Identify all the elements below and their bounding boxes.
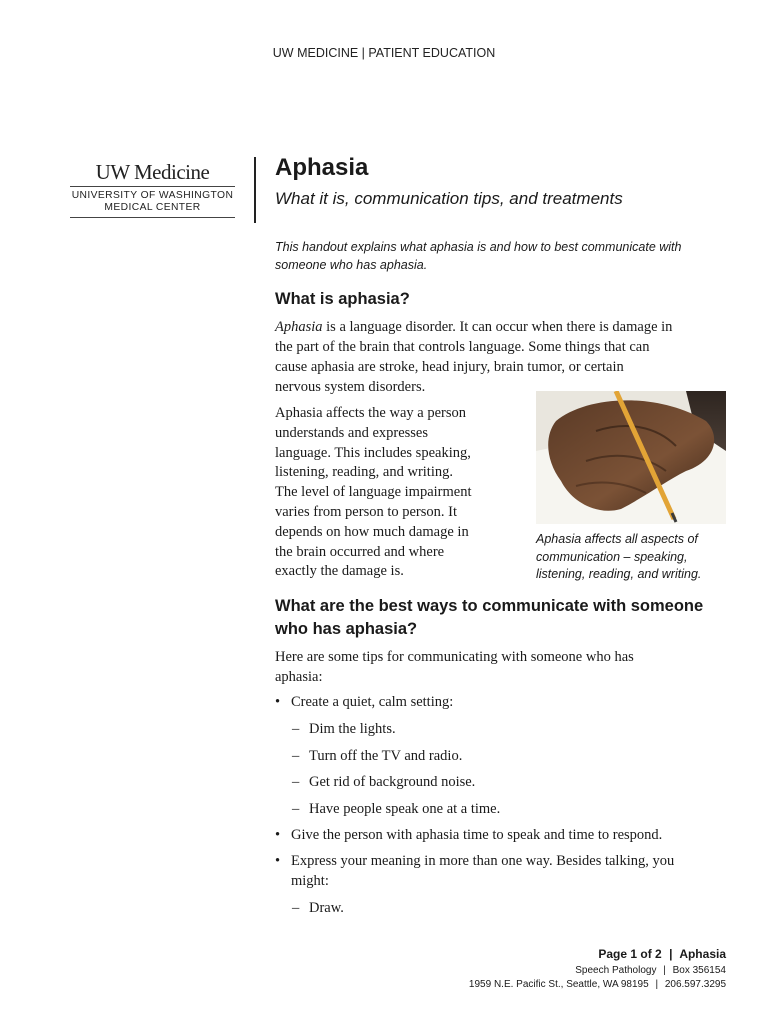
phone-number: 206.597.3295 (664, 979, 726, 990)
logo-divider (70, 186, 235, 187)
footer-page-info (598, 947, 726, 961)
address: 1959 N.E. Pacific St., Seattle, WA 98195 (468, 979, 649, 990)
sub-list-item-text: Dim the lights. (309, 721, 396, 737)
caption-line: Aphasia affects all aspects of (536, 532, 698, 546)
bullet-marker: • (275, 694, 281, 710)
paragraph-line: nervous system disorders. (275, 379, 426, 395)
paragraph-line: language. This includes speaking, (275, 444, 471, 461)
paragraph-line: aphasia: (275, 669, 323, 685)
dash-marker: – (292, 774, 300, 790)
department-name: Speech Pathology (575, 965, 657, 976)
list-item-text: Give the person with aphasia time to speak and time to respond. (291, 827, 663, 843)
footer-doc-title: Aphasia (679, 947, 726, 961)
sub-list-item-text: Draw. (309, 900, 344, 916)
paragraph-line: the brain occurred and where (275, 543, 445, 560)
section-heading-communication (275, 595, 755, 641)
page-subtitle: What it is, communication tips, and treatments (275, 189, 623, 208)
sub-list-item-text: Get rid of background noise. (309, 774, 476, 790)
paragraph-line: varies from person to person. It (275, 503, 458, 520)
paragraph-line-text: is a language disorder. It can occur when there is damage in (322, 319, 673, 335)
footer-department (575, 965, 726, 976)
intro-line: This handout explains what aphasia is and how to best communicate with (275, 240, 682, 254)
section1-paragraph1 (275, 317, 745, 397)
dash-marker: – (292, 801, 300, 817)
dash-marker: – (292, 900, 300, 916)
footer-separator: | (669, 947, 673, 961)
intro-line: someone who has aphasia. (275, 258, 428, 272)
uw-medicine-logo (70, 160, 235, 218)
intro-text (275, 238, 745, 274)
footer-separator: | (663, 965, 666, 976)
paragraph-line: The level of language impairment (275, 484, 472, 501)
footer-separator: | (655, 979, 659, 990)
logo-main-text: UW Medicine (95, 160, 210, 184)
sub-list-item-text: Turn off the TV and radio. (309, 748, 463, 764)
photo-caption (536, 531, 736, 584)
paragraph-line: Aphasia affects the way a person (275, 405, 466, 421)
bullet-marker: • (275, 853, 281, 869)
paragraph-line: listening, reading, and writing. (275, 464, 453, 481)
dash-marker: – (292, 721, 300, 737)
paragraph-line: cause aphasia are stroke, head injury, brain tumor, or certain (275, 359, 624, 375)
paragraph-line: depends on how much damage in (275, 523, 469, 540)
term-aphasia: Aphasia (275, 319, 323, 335)
box-number: Box 356154 (672, 965, 726, 976)
page-title: Aphasia (275, 154, 369, 181)
caption-line: listening, reading, and writing. (536, 567, 702, 581)
hand-writing-photo (536, 391, 726, 524)
paragraph-line: the part of the brain that controls language. Some things that can (275, 339, 650, 355)
footer-contact (469, 979, 726, 990)
paragraph-line: understands and expresses (275, 424, 429, 441)
list-item-text: Create a quiet, calm setting: (291, 694, 454, 710)
paragraph-line (275, 317, 745, 337)
title-divider-bar (254, 157, 256, 223)
list-item-text-continued: might: (291, 873, 329, 889)
logo-sub-line2: MEDICAL CENTER (104, 202, 201, 213)
logo-sub-line1: UNIVERSITY OF WASHINGTON (71, 190, 234, 201)
heading-line: What are the best ways to communicate with someone (275, 597, 704, 615)
caption-line: communication – speaking, (536, 549, 688, 564)
bullet-marker: • (275, 827, 281, 843)
logo-bottom-rule (70, 217, 235, 218)
hand-pencil-illustration (536, 391, 726, 524)
dash-marker: – (292, 748, 300, 764)
sub-list-item-text: Have people speak one at a time. (309, 801, 501, 817)
section1-paragraph2 (275, 404, 525, 582)
section2-intro (275, 647, 745, 687)
paragraph-line: Here are some tips for communicating with someone who has (275, 649, 634, 665)
page-header: UW MEDICINE | PATIENT EDUCATION (272, 46, 496, 60)
heading-line: who has aphasia? (275, 620, 418, 638)
section-heading-what-is-aphasia: What is aphasia? (275, 290, 410, 308)
list-item-text: Express your meaning in more than one way. Besides talking, you (291, 853, 675, 869)
page-number: Page 1 of 2 (598, 947, 662, 961)
paragraph-line: exactly the damage is. (275, 563, 404, 580)
